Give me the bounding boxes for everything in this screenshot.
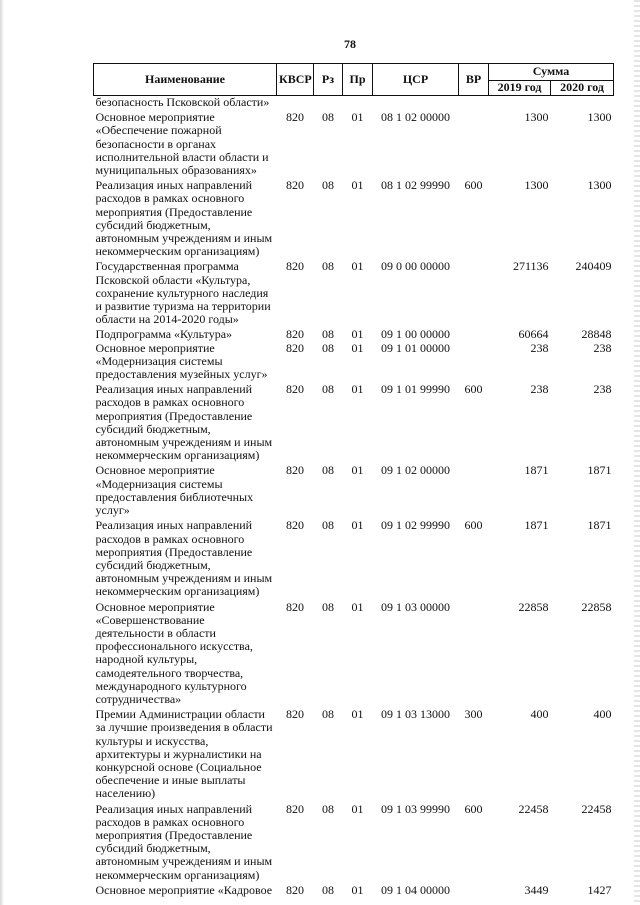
row-vr: 600	[464, 518, 483, 533]
row-pr	[343, 96, 373, 112]
row-vr	[459, 111, 489, 179]
row-pr: 01	[351, 259, 364, 274]
row-rz: 08	[322, 801, 334, 816]
row-name: Подпрограмма «Культура»	[95, 327, 233, 342]
row-csr: 09 1 03 99990	[381, 801, 450, 816]
row-2020: 400	[593, 707, 612, 722]
row-rz: 08	[322, 518, 334, 533]
row-pr: 01	[351, 882, 364, 897]
row-2019: 238	[530, 382, 549, 397]
row-name: Основное мероприятие «Кадровое	[95, 882, 273, 897]
scan-edge-right	[634, 0, 640, 905]
row-csr: 09 1 02 00000	[381, 463, 450, 478]
row-2019: 400	[530, 707, 549, 722]
budget-table	[93, 63, 614, 897]
row-kvsr: 820	[286, 110, 304, 125]
row-rz: 08	[322, 463, 334, 478]
table-row	[94, 708, 614, 802]
row-kvsr: 820	[286, 382, 304, 397]
row-rz	[314, 96, 343, 112]
row-2020: 1871	[587, 463, 612, 478]
row-vr	[459, 342, 489, 384]
row-csr: 08 1 02 99990	[381, 178, 450, 193]
row-vr: 300	[464, 707, 483, 722]
table-row	[94, 179, 614, 260]
row-vr: 600	[464, 801, 483, 816]
row-vr	[459, 260, 489, 328]
row-csr: 09 0 00 00000	[381, 259, 450, 274]
header-name: Наименование	[94, 64, 277, 96]
row-kvsr: 820	[286, 340, 304, 355]
row-2020: 1871	[587, 518, 612, 533]
table-row	[94, 260, 614, 328]
row-name: Реализация иных направлений расходов в рамках основного мероприятия (Предоставление субсидий бюджетным, автономным учреждениям и иным некоммерческим организациям)	[95, 801, 273, 882]
row-2019: 22458	[518, 801, 549, 816]
row-kvsr	[277, 96, 314, 112]
row-rz: 08	[322, 327, 334, 342]
row-pr: 01	[351, 518, 364, 533]
row-pr: 01	[351, 178, 364, 193]
header-pr: Пр	[343, 64, 373, 96]
row-vr	[459, 464, 489, 519]
row-2020: 1300	[587, 178, 612, 193]
row-pr: 01	[351, 599, 364, 614]
row-rz: 08	[322, 382, 334, 397]
scan-edge-left	[0, 0, 4, 905]
table-row	[94, 519, 614, 600]
row-csr: 09 1 03 13000	[381, 707, 450, 722]
row-pr: 01	[351, 801, 364, 816]
row-kvsr: 820	[286, 518, 304, 533]
row-name: Основное мероприятие «Модернизация системы предоставления библиотечных услуг»	[95, 463, 254, 518]
header-csr: ЦСР	[373, 64, 459, 96]
row-kvsr: 820	[286, 178, 304, 193]
header-rz: Рз	[314, 64, 343, 96]
row-2020: 1427	[587, 882, 612, 897]
row-csr: 09 1 01 00000	[381, 340, 450, 355]
row-csr: 09 1 03 00000	[381, 599, 450, 614]
row-rz: 08	[322, 178, 334, 193]
row-rz: 08	[322, 882, 334, 897]
row-csr: 09 1 02 99990	[381, 518, 450, 533]
header-vr: ВР	[459, 64, 489, 96]
row-2019: 3449	[524, 882, 549, 897]
header-kvsr: КВСР	[277, 64, 314, 96]
table-row	[94, 803, 614, 884]
row-name: Основное мероприятие «Совершенствование деятельности в области профессионального искусства, народной культуры, самодеятельного творчества, международного культурного сотрудничества»	[95, 599, 253, 706]
row-csr: 09 1 01 99990	[381, 382, 450, 397]
row-2020: 238	[593, 382, 612, 397]
row-name: Реализация иных направлений расходов в рамках основного мероприятия (Предоставление субсидий бюджетным, автономным учреждениям и иным некоммерческим организациям)	[95, 178, 273, 259]
row-vr: 600	[464, 178, 483, 193]
row-name: безопасность Псковской области»	[95, 95, 270, 109]
row-vr	[459, 601, 489, 709]
table-row	[94, 111, 614, 179]
table-row	[94, 96, 614, 112]
row-2020: 22458	[581, 801, 612, 816]
header-2020: 2020 год	[551, 81, 614, 96]
table-header	[94, 64, 614, 96]
page-number: 78	[344, 37, 356, 51]
table-body	[94, 96, 614, 897]
row-2019: 22858	[518, 599, 549, 614]
row-name: Основное мероприятие «Обеспечение пожарной безопасности в органах исполнительной власти области и муниципальных образованиях»	[95, 110, 269, 178]
table-row	[94, 601, 614, 709]
row-csr: 09 1 00 00000	[381, 327, 450, 342]
row-kvsr: 820	[286, 882, 304, 897]
row-2019	[489, 96, 551, 112]
table-row	[94, 464, 614, 519]
row-2019: 1871	[524, 463, 549, 478]
row-csr: 08 1 02 00000	[381, 110, 450, 125]
row-rz: 08	[322, 259, 334, 274]
row-kvsr: 820	[286, 707, 304, 722]
row-2020: 238	[593, 340, 612, 355]
header-sum: Сумма	[489, 64, 614, 81]
row-name: Реализация иных направлений расходов в рамках основного мероприятия (Предоставление субсидий бюджетным, автономным учреждениям и иным некоммерческим организациям)	[95, 518, 273, 599]
row-name: Премии Администрации области за лучшие произведения в области культуры и искусства, архитектуры и журналистики на конкурсной основе (Социальное обеспечение и иные выплаты населению)	[95, 707, 273, 801]
row-csr	[373, 96, 459, 112]
row-rz: 08	[322, 340, 334, 355]
row-kvsr: 820	[286, 463, 304, 478]
table-row	[94, 342, 614, 384]
row-kvsr: 820	[286, 327, 304, 342]
header-2019: 2019 год	[489, 81, 551, 96]
row-pr: 01	[351, 327, 364, 342]
row-csr: 09 1 04 00000	[381, 882, 450, 897]
row-2019: 238	[530, 340, 549, 355]
row-2019: 1300	[524, 110, 549, 125]
row-vr	[459, 884, 489, 897]
row-2019: 271136	[512, 259, 549, 274]
row-rz: 08	[322, 599, 334, 614]
row-rz: 08	[322, 707, 334, 722]
row-vr	[459, 96, 489, 112]
row-2020: 28848	[581, 327, 612, 342]
row-kvsr: 820	[286, 801, 304, 816]
row-2019: 60664	[518, 327, 549, 342]
row-2020: 22858	[581, 599, 612, 614]
row-pr: 01	[351, 340, 364, 355]
row-vr: 600	[464, 382, 483, 397]
table-row	[94, 328, 614, 341]
row-pr: 01	[351, 382, 364, 397]
row-pr: 01	[351, 707, 364, 722]
row-pr: 01	[351, 463, 364, 478]
row-name: Основное мероприятие «Модернизация системы предоставления музейных услуг»	[95, 340, 268, 382]
row-pr: 01	[351, 110, 364, 125]
table-row	[94, 884, 614, 897]
row-2020	[551, 96, 614, 112]
row-vr	[459, 328, 489, 341]
row-rz: 08	[322, 110, 334, 125]
row-name: Реализация иных направлений расходов в рамках основного мероприятия (Предоставление субсидий бюджетным, автономным учреждениям и иным некоммерческим организациям)	[95, 382, 273, 463]
row-2019: 1871	[524, 518, 549, 533]
table-row	[94, 383, 614, 464]
row-name: Государственная программа Псковской области «Культура, сохранение культурного наследия и развитие туризма на территории области на 2014-2020 годы»	[95, 259, 271, 327]
row-kvsr: 820	[286, 599, 304, 614]
row-2020: 240409	[575, 259, 612, 274]
row-2020: 1300	[587, 110, 612, 125]
row-2019: 1300	[524, 178, 549, 193]
row-kvsr: 820	[286, 259, 304, 274]
